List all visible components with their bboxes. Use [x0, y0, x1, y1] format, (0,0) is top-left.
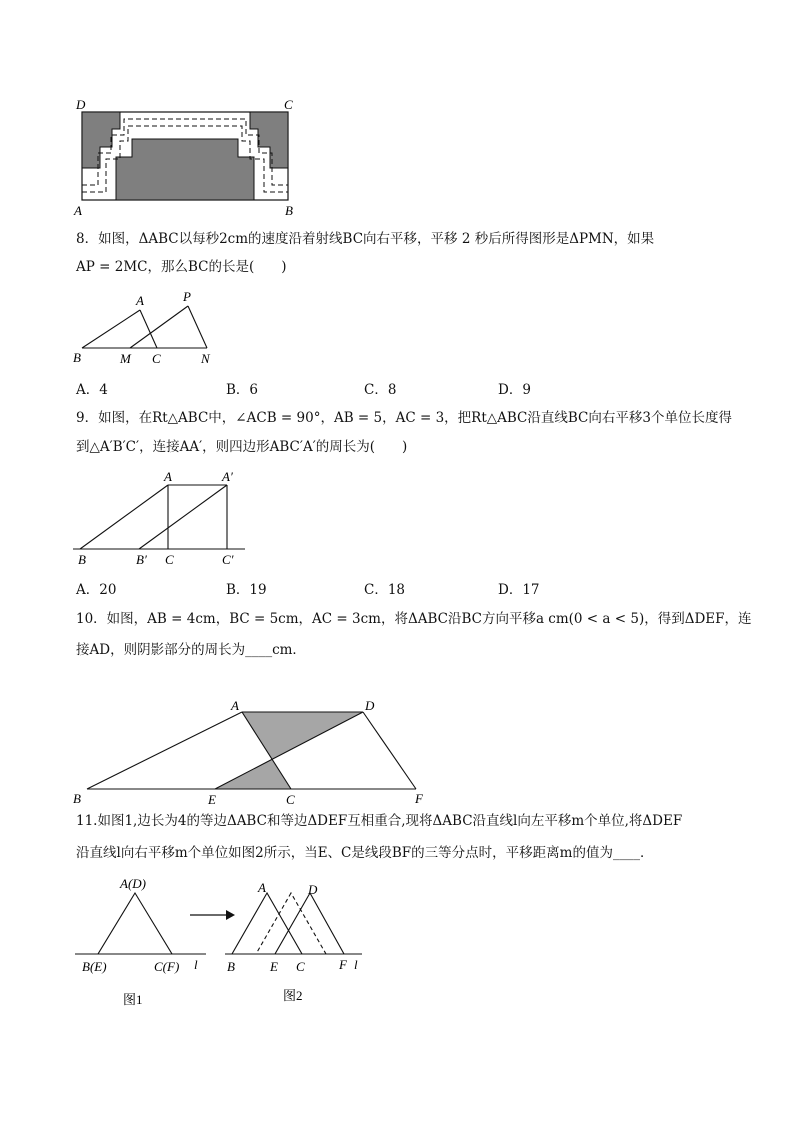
q10-label-e: E [208, 792, 216, 807]
q10-label-f: F [415, 791, 423, 806]
q10-line2: 接AD，则阴影部分的周长为____cm． [76, 642, 306, 658]
q8-label-b: B [73, 350, 81, 365]
q8-label-c: C [152, 351, 161, 366]
q9-option-b: B．19 [226, 582, 267, 598]
q8-label-p: P [183, 289, 191, 304]
q11-fig2-label-a: A [258, 880, 266, 895]
q9-label-a: A [164, 469, 172, 484]
q10-label-d: D [365, 698, 375, 713]
q8-line2: AP = 2MC，那么BC的长是( ) [76, 259, 287, 275]
q9-label-b-prime: B′ [136, 552, 147, 567]
q8-figure [70, 288, 230, 370]
q11-fig1-label-cf: C(F) [154, 959, 180, 974]
q9-option-c: C．18 [364, 582, 406, 598]
q11-fig1-label-l: l [194, 957, 198, 972]
q8-label-n: N [201, 351, 210, 366]
q11-fig2-label-b: B [227, 959, 235, 974]
q11-line2: 沿直线l向右平移m个单位如图2所示，当E、C是线段BF的三等分点时，平移距离m的值为____． [76, 845, 654, 861]
q7-figure [70, 95, 310, 220]
q11-fig2-label-f: F [339, 957, 347, 972]
q11-fig2-label-c: C [296, 959, 305, 974]
q10-label-a: A [231, 698, 239, 713]
q8-option-a: A．4 [76, 382, 108, 398]
q11-fig1-caption: 图1 [123, 992, 143, 1007]
q9-label-a-prime: A′ [222, 469, 233, 484]
q11-fig2-caption: 图2 [283, 988, 303, 1003]
q8-label-a: A [136, 293, 144, 308]
q10-label-b: B [73, 791, 81, 806]
q8-option-d: D．9 [498, 382, 531, 398]
q8-option-c: C．8 [364, 382, 397, 398]
q11-fig2-label-e: E [270, 959, 278, 974]
q11-figure-1 [70, 873, 215, 1013]
q9-label-b: B [78, 552, 86, 567]
q7-label-d: D [76, 97, 86, 112]
q8-option-b: B．6 [226, 382, 259, 398]
q7-label-c: C [284, 97, 293, 112]
q7-label-b: B [285, 203, 293, 218]
q11-fig1-label-be: B(E) [82, 959, 107, 974]
q7-label-a: A [74, 203, 82, 218]
q9-option-a: A．20 [76, 582, 117, 598]
q9-label-c: C [165, 552, 174, 567]
q11-fig1-label-ad: A(D) [120, 876, 146, 891]
q11-line1: 11.如图1,边长为4的等边ΔABC和等边ΔDEF互相重合,现将ΔABC沿直线l向左平移m个单位,将ΔDEF [76, 813, 683, 829]
q10-line1: 10．如图，AB = 4cm，BC = 5cm，AC = 3cm，将ΔABC沿BC方向平移a cm(0 < a < 5)，得到ΔDEF，连 [76, 611, 752, 627]
q8-line1: 8．如图，ΔABC以每秒2cm的速度沿着射线BC向右平移，平移 2 秒后所得图形是ΔPMN，如果 [76, 231, 655, 247]
q9-line2: 到△A′B′C′，连接AA′，则四边形ABC′A′的周长为( ) [76, 439, 408, 455]
q11-figure-2 [222, 873, 372, 1013]
q8-label-m: M [120, 351, 131, 366]
q9-label-c-prime: C′ [222, 552, 234, 567]
q11-fig2-label-l: l [354, 957, 358, 972]
q10-label-c: C [286, 792, 295, 807]
q10-figure [65, 693, 435, 809]
q9-figure [70, 468, 250, 570]
q9-line1: 9．如图，在Rt△ABC中，∠ACB = 90°，AB = 5，AC = 3，把Rt△ABC沿直线BC向右平移3个单位长度得 [76, 410, 732, 426]
q9-option-d: D．17 [498, 582, 540, 598]
q11-fig2-label-d: D [308, 882, 318, 897]
